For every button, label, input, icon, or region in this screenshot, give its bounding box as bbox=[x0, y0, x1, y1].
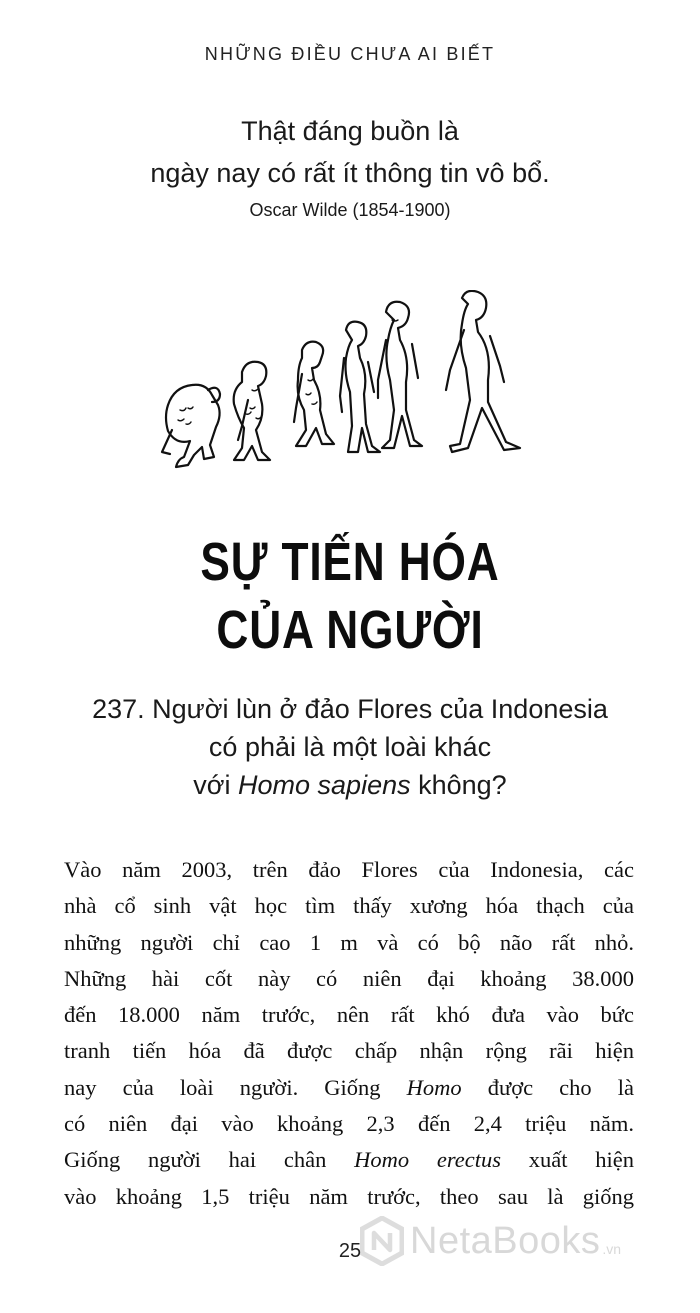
human-evolution-illustration bbox=[150, 290, 530, 472]
ape-figure-1-icon bbox=[162, 385, 220, 467]
epigraph-line-1: Thật đáng buồn là bbox=[241, 116, 459, 146]
page-number: 25 bbox=[338, 1240, 362, 1262]
watermark-tld: .vn bbox=[602, 1241, 622, 1257]
netabooks-logo-icon bbox=[360, 1216, 404, 1266]
question-heading bbox=[0, 690, 700, 804]
body-line-6: tranh tiến hóa đã được chấp nhận rộng rãi hiện bbox=[64, 1038, 634, 1064]
body-line-10: vào khoảng 1,5 triệu năm trước, theo sau là giống bbox=[64, 1183, 634, 1209]
body-line-7-post: được cho là bbox=[461, 1074, 634, 1100]
species-name-homo-sapiens: Homo sapiens bbox=[238, 770, 411, 800]
epigraph bbox=[0, 110, 700, 221]
body-line-7 bbox=[64, 1070, 634, 1106]
watermark bbox=[360, 1216, 621, 1266]
body-line-7-pre: nay của loài người. Giống bbox=[64, 1074, 407, 1100]
chapter-title-line-1: SỰ TIẾN HÓA bbox=[200, 532, 500, 592]
body-line-5: đến 18.000 năm trước, nên rất khó đưa vào bức bbox=[64, 1002, 634, 1028]
watermark-brand: NetaBooks bbox=[410, 1219, 601, 1262]
body-line-9 bbox=[64, 1142, 634, 1178]
species-name-homo-erectus: Homo erectus bbox=[354, 1147, 501, 1173]
hominid-figure-3-icon bbox=[294, 342, 334, 446]
chapter-title bbox=[63, 528, 637, 664]
epigraph-line-2: ngày nay có rất ít thông tin vô bổ. bbox=[150, 158, 550, 188]
question-line-3-post: không? bbox=[410, 770, 507, 800]
body-line-9-post: xuất hiện bbox=[501, 1147, 634, 1173]
modern-human-figure-icon bbox=[446, 291, 520, 452]
ape-figure-2-icon bbox=[234, 362, 270, 460]
genus-name-homo: Homo bbox=[406, 1074, 462, 1100]
body-line-9-pre: Giống người hai chân bbox=[64, 1147, 355, 1173]
body-line-1: Vào năm 2003, trên đảo Flores của Indonesia, các bbox=[64, 857, 634, 882]
question-line-3-pre: với bbox=[193, 770, 239, 800]
body-line-4: Những hài cốt này có niên đại khoảng 38.000 bbox=[64, 965, 634, 991]
question-line-3 bbox=[0, 766, 700, 804]
hominid-figure-5-icon bbox=[378, 302, 422, 448]
question-line-2: có phải là một loài khác bbox=[208, 732, 492, 762]
body-paragraph bbox=[64, 852, 634, 1215]
body-line-3: những người chỉ cao 1 m và có bộ não rất nhỏ. bbox=[64, 929, 634, 955]
body-line-2: nhà cổ sinh vật học tìm thấy xương hóa thạch của bbox=[64, 893, 634, 919]
running-head: NHỮNG ĐIỀU CHƯA AI BIẾT bbox=[204, 44, 496, 64]
epigraph-author: Oscar Wilde (1854-1900) bbox=[249, 200, 451, 220]
hominid-figure-4-icon bbox=[340, 322, 380, 452]
body-line-8: có niên đại vào khoảng 2,3 đến 2,4 triệu năm. bbox=[64, 1111, 634, 1137]
chapter-title-line-2: CỦA NGƯỜI bbox=[216, 600, 484, 660]
question-line-1: 237. Người lùn ở đảo Flores của Indonesia bbox=[92, 694, 608, 724]
